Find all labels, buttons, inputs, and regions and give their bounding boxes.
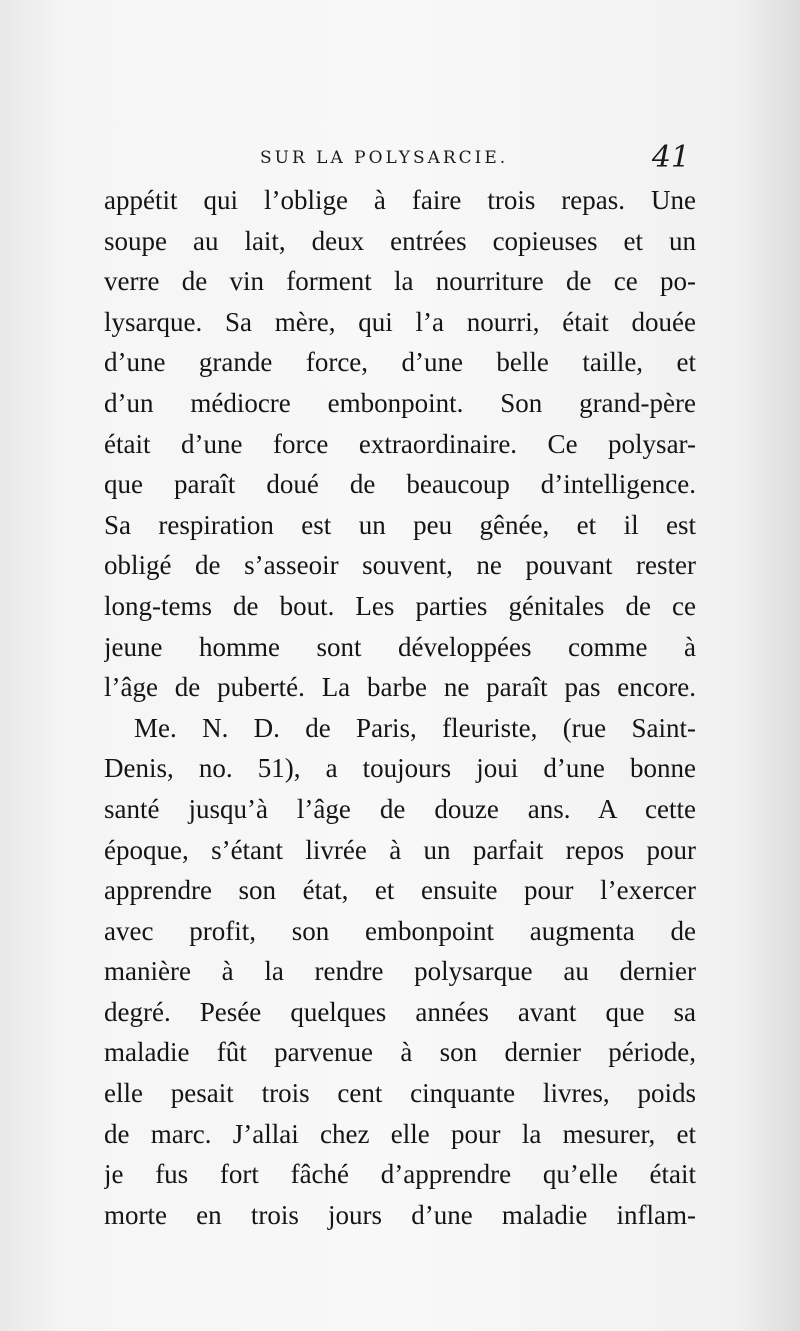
text-line: de marc. J’allai chez elle pour la mesurer, et — [104, 1118, 696, 1149]
text-line: Denis, no. 51), a toujours joui d’une bonne — [104, 753, 696, 784]
text-line: lysarque. Sa mère, qui l’a nourri, était douée — [104, 306, 696, 337]
text-line: manière à la rendre polysarque au dernier — [104, 956, 696, 987]
body-text — [104, 180, 696, 1235]
text-line: jeune homme sont développées comme à — [104, 631, 696, 662]
text-line: que paraît doué de beaucoup d’intelligence. — [104, 469, 696, 500]
text-line: obligé de s’asseoir souvent, ne pouvant rester — [104, 550, 696, 581]
text-line: elle pesait trois cent cinquante livres, poids — [104, 1078, 696, 1109]
text-line: santé jusqu’à l’âge de douze ans. A cette — [104, 793, 696, 824]
text-line: long-tems de bout. Les parties génitales de ce — [104, 590, 696, 621]
page-header — [104, 140, 696, 180]
text-line: verre de vin forment la nourriture de ce po- — [104, 266, 696, 297]
text-line: époque, s’étant livrée à un parfait repos pour — [104, 834, 696, 865]
text-line-paragraph-start: Me. N. D. de Paris, fleuriste, (rue Saint- — [134, 712, 696, 743]
text-line: maladie fût parvenue à son dernier période, — [104, 1037, 696, 1068]
text-line: avec profit, son embonpoint augmenta de — [104, 915, 696, 946]
text-line: était d’une force extraordinaire. Ce polysar- — [104, 428, 696, 459]
text-line: d’un médiocre embonpoint. Son grand-père — [104, 387, 696, 418]
text-line: je fus fort fâché d’apprendre qu’elle était — [104, 1159, 696, 1190]
running-head: SUR LA POLYSARCIE. — [260, 148, 509, 168]
text-line: l’âge de puberté. La barbe ne paraît pas encore. — [104, 672, 696, 703]
text-line: appétit qui l’oblige à faire trois repas. Une — [104, 185, 696, 215]
text-line: d’une grande force, d’une belle taille, et — [104, 347, 696, 378]
text-line: Sa respiration est un peu gênée, et il est — [104, 509, 696, 540]
page-number: 41 — [651, 140, 690, 175]
text-line: apprendre son état, et ensuite pour l’exercer — [104, 875, 696, 906]
text-line: soupe au lait, deux entrées copieuses et un — [104, 225, 696, 256]
text-line: degré. Pesée quelques années avant que sa — [104, 996, 696, 1027]
text-line: morte en trois jours d’une maladie inflam- — [104, 1199, 696, 1230]
